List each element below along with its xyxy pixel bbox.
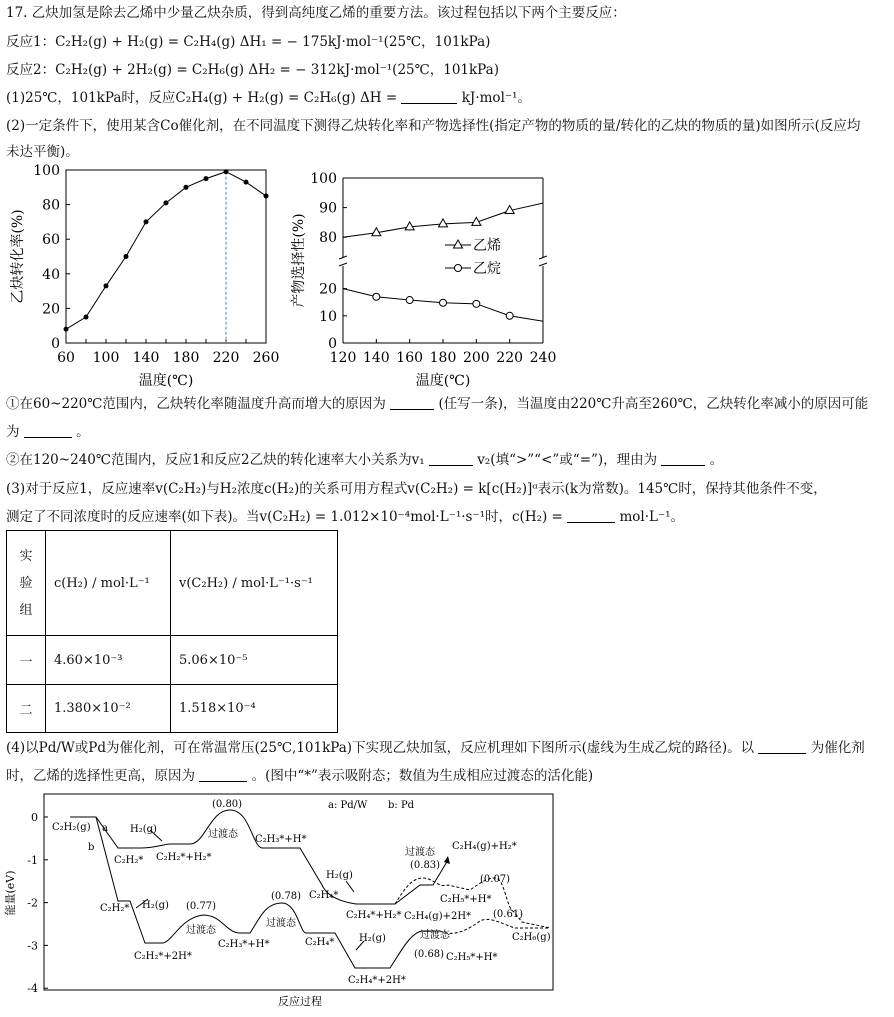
circle-marker bbox=[406, 297, 413, 304]
energy-label: C₂H₄* bbox=[309, 890, 339, 901]
question-3-line-1: (3)对于反应1，反应速率v(C₂H₂)与H₂浓度c(H₂)的关系可用方程式v(C₂H₂) = k[c(H₂)]ᵅ表示(k为常数)。145℃时，保持其他条件不变， bbox=[6, 481, 827, 497]
answer-blank-3[interactable] bbox=[567, 508, 615, 523]
energy-label: b bbox=[88, 842, 95, 853]
question-1-unit: kJ·mol⁻¹。 bbox=[461, 90, 531, 106]
x-axis-label: 温度(℃) bbox=[415, 373, 471, 389]
row-group: 二 bbox=[7, 685, 46, 733]
circle-marker bbox=[506, 312, 513, 319]
row-concentration: 4.60×10⁻³ bbox=[46, 636, 171, 685]
energy-label: (0.61) bbox=[493, 909, 524, 920]
header-group bbox=[7, 531, 46, 636]
legend-ethylene: 乙烯 bbox=[473, 238, 501, 254]
x-tick-label: 200 bbox=[462, 350, 490, 366]
energy-label: C₂H₄(g)+H₂* bbox=[452, 841, 517, 852]
reaction-2: 反应2：C₂H₂(g) + 2H₂(g) = C₂H₆(g) ΔH₂ = − 312kJ·mol⁻¹(25℃，101kPa) bbox=[6, 62, 499, 78]
y-tick-label: 80 bbox=[319, 230, 337, 247]
row-rate: 5.06×10⁻⁵ bbox=[171, 636, 338, 685]
answer-blank-2-1a[interactable] bbox=[390, 395, 434, 410]
question-2-2-text-c: 。 bbox=[709, 452, 724, 468]
data-point bbox=[164, 200, 169, 205]
energy-label: H₂(g) bbox=[359, 933, 386, 944]
circle-marker bbox=[440, 299, 447, 306]
y-tick-label: -1 bbox=[27, 853, 38, 867]
energy-label: C₂H₄(g)+2H* bbox=[404, 911, 472, 922]
question-2-1-text-a: ①在60~220℃范围内，乙炔转化率随温度升高而增大的原因为 bbox=[6, 396, 386, 412]
energy-label: C₂H₄* bbox=[305, 937, 335, 948]
x-tick-label: 180 bbox=[429, 350, 457, 366]
question-2-intro-1: (2)一定条件下，使用某含Co催化剂，在不同温度下测得乙炔转化率和产物选择性(指定产物的物质的量/转化的乙炔的物质的量)如图所示(反应均 bbox=[6, 118, 861, 134]
energy-label: C₂H₄*+2H* bbox=[348, 975, 406, 986]
y-axis-label: 乙炔转化率(%) bbox=[10, 209, 26, 304]
data-point bbox=[224, 169, 229, 174]
circle-marker bbox=[373, 293, 380, 300]
energy-label: C₂H₂*+2H* bbox=[134, 951, 192, 962]
question-1 bbox=[6, 88, 531, 108]
legend-triangle bbox=[454, 240, 463, 248]
y-tick-label: 20 bbox=[319, 281, 337, 298]
question-2-1-cont bbox=[6, 422, 90, 442]
question-4-text-c: 时，乙烯的选择性更高，原因为 bbox=[6, 768, 195, 784]
answer-blank-2-2a[interactable] bbox=[429, 451, 473, 466]
data-point bbox=[84, 315, 89, 320]
energy-label: H₂(g) bbox=[326, 870, 353, 881]
rate-table bbox=[6, 530, 338, 733]
question-2-2-text-a: ②在120~240℃范围内，反应1和反应2乙炔的转化速率大小关系为v₁ bbox=[6, 452, 425, 468]
data-point bbox=[184, 185, 189, 190]
header-group-char: 验 bbox=[19, 575, 33, 591]
legend-b: b: Pd bbox=[388, 800, 415, 811]
x-tick-label: 220 bbox=[496, 350, 524, 366]
x-tick-label: 60 bbox=[57, 350, 75, 366]
header-group-char: 实 bbox=[19, 548, 33, 564]
header-rate: v(C₂H₂) / mol·L⁻¹·s⁻¹ bbox=[171, 531, 338, 636]
question-4-text-b: 为催化剂 bbox=[810, 740, 865, 756]
y-tick-label: 100 bbox=[310, 171, 337, 187]
x-tick-label: 180 bbox=[172, 350, 200, 366]
row-rate: 1.518×10⁻⁴ bbox=[171, 685, 338, 733]
energy-label: 过渡态 bbox=[420, 930, 450, 941]
table-row bbox=[7, 636, 338, 685]
energy-label: H₂(g) bbox=[142, 900, 169, 911]
triangle-marker bbox=[405, 222, 414, 230]
energy-diagram bbox=[0, 788, 560, 1013]
y-tick-label: -4 bbox=[27, 982, 38, 996]
y-tick-label: 20 bbox=[42, 301, 60, 318]
answer-blank-1[interactable] bbox=[401, 89, 457, 104]
question-4-line-1 bbox=[6, 738, 865, 758]
circle-marker bbox=[473, 300, 480, 307]
question-3-text-b: mol·L⁻¹。 bbox=[619, 509, 685, 525]
question-3-text-a: 测定了不同浓度时的反应速率(如下表)。当v(C₂H₂) = 1.012×10⁻⁴mol·L⁻¹·s⁻¹时，c(H₂) = bbox=[6, 509, 563, 525]
y-tick-label: 40 bbox=[42, 266, 60, 283]
problem-intro: 17. 乙炔加氢是除去乙烯中少量乙炔杂质，得到高纯度乙烯的重要方法。该过程包括以下两个主要反应： bbox=[6, 5, 626, 21]
energy-label: (0.80) bbox=[212, 799, 243, 810]
y-tick-label: 0 bbox=[51, 336, 60, 352]
x-axis-label: 反应过程 bbox=[278, 995, 322, 1008]
conversion-chart bbox=[0, 160, 280, 392]
legend-a: a: Pd/W bbox=[328, 800, 368, 811]
energy-label: (0.78) bbox=[271, 891, 302, 902]
answer-blank-2-2b[interactable] bbox=[661, 451, 705, 466]
y-axis-label: 能量(eV) bbox=[4, 870, 17, 916]
header-concentration: c(H₂) / mol·L⁻¹ bbox=[46, 531, 171, 636]
selectivity-chart bbox=[285, 160, 560, 392]
path-a-arrow bbox=[444, 856, 450, 864]
energy-label: (0.77) bbox=[186, 901, 217, 912]
y-tick-label: 80 bbox=[42, 197, 60, 214]
x-tick-label: 220 bbox=[212, 350, 240, 366]
question-2-1 bbox=[6, 394, 868, 414]
energy-label: C₂H₄*+H₂* bbox=[346, 910, 402, 921]
data-point bbox=[264, 193, 269, 198]
energy-label: 过渡态 bbox=[186, 925, 216, 936]
y-axis-label: 产物选择性(%) bbox=[291, 213, 307, 308]
data-point bbox=[144, 219, 149, 224]
energy-label: C₂H₂* bbox=[114, 855, 144, 866]
row-group: 一 bbox=[7, 636, 46, 685]
question-4-text-a: (4)以Pd/W或Pd为催化剂，可在常温常压(25℃,101kPa)下实现乙炔加氢，反应机理如下图所示(虚线为生成乙烷的路径)。以 bbox=[6, 740, 755, 756]
plot-frame bbox=[66, 170, 266, 343]
y-tick-label: 100 bbox=[33, 163, 60, 179]
y-tick-label: -3 bbox=[27, 939, 38, 953]
energy-label: C₂H₂*+H₂* bbox=[156, 852, 212, 863]
axis-break-mark bbox=[539, 263, 547, 266]
question-2-1-text-d: 。 bbox=[76, 424, 90, 440]
y-tick-label: 0 bbox=[328, 336, 337, 352]
energy-label: 过渡态 bbox=[405, 847, 435, 858]
answer-blank-4a[interactable] bbox=[758, 739, 806, 754]
question-2-1-text-c: 为 bbox=[6, 424, 20, 440]
y-tick-label: 10 bbox=[319, 308, 337, 325]
energy-label: H₂(g) bbox=[130, 824, 157, 835]
triangle-marker bbox=[439, 219, 448, 227]
energy-label: (0.07) bbox=[480, 874, 511, 885]
energy-label: 过渡态 bbox=[208, 829, 238, 840]
h2-adsorb-arrow bbox=[346, 881, 354, 892]
answer-blank-4b[interactable] bbox=[199, 767, 247, 782]
y-tick-label: 60 bbox=[42, 232, 60, 249]
x-axis-label: 温度(℃) bbox=[138, 373, 194, 389]
x-tick-label: 260 bbox=[252, 350, 280, 366]
energy-label: C₂H₅*+H* bbox=[446, 952, 498, 963]
conversion-line bbox=[66, 172, 266, 329]
table-header-row bbox=[7, 531, 338, 636]
x-tick-label: 160 bbox=[396, 350, 424, 366]
energy-label: C₂H₅*+H* bbox=[440, 894, 492, 905]
energy-label: C₂H₃*+H* bbox=[218, 939, 270, 950]
x-tick-label: 120 bbox=[329, 350, 357, 366]
question-2-2 bbox=[6, 450, 723, 470]
y-tick-label: -2 bbox=[27, 896, 38, 910]
energy-label: (0.68) bbox=[414, 949, 445, 960]
y-tick-label: 90 bbox=[319, 200, 337, 217]
legend-ethane: 乙烷 bbox=[473, 261, 501, 277]
data-point bbox=[124, 254, 129, 259]
question-3-line-2 bbox=[6, 507, 684, 527]
x-tick-label: 100 bbox=[92, 350, 120, 366]
header-group-char: 组 bbox=[19, 602, 33, 618]
row-concentration: 1.380×10⁻² bbox=[46, 685, 171, 733]
y-tick-label: 0 bbox=[31, 811, 38, 824]
energy-label: C₂H₆(g) bbox=[512, 932, 551, 943]
reaction-1: 反应1：C₂H₂(g) + H₂(g) = C₂H₄(g) ΔH₁ = − 175kJ·mol⁻¹(25℃，101kPa) bbox=[6, 34, 491, 50]
legend-circle bbox=[455, 265, 462, 272]
table-row bbox=[7, 685, 338, 733]
question-2-1-text-b: (任写一条)，当温度由220℃升高至260℃，乙炔转化率减小的原因可能 bbox=[438, 396, 869, 412]
question-1-text: (1)25℃，101kPa时，反应C₂H₄(g) + H₂(g) = C₂H₆(g) ΔH = bbox=[6, 90, 398, 106]
x-tick-label: 140 bbox=[132, 350, 160, 366]
energy-label: C₂H₂* bbox=[100, 903, 130, 914]
data-point bbox=[244, 180, 249, 185]
question-2-intro-2: 未达平衡)。 bbox=[6, 144, 79, 160]
energy-label: C₂H₂(g) bbox=[52, 822, 91, 833]
question-4-text-d: 。(图中“*”表示吸附态；数值为生成相应过渡态的活化能) bbox=[251, 768, 594, 784]
question-2-2-text-b: v₂(填“>”“<”或“=”)，理由为 bbox=[477, 452, 658, 468]
answer-blank-2-1b[interactable] bbox=[24, 423, 72, 438]
question-4-line-2 bbox=[6, 766, 593, 786]
data-point bbox=[204, 176, 209, 181]
data-point bbox=[64, 327, 69, 332]
energy-label: C₂H₃*+H* bbox=[255, 834, 307, 845]
data-point bbox=[104, 283, 109, 288]
x-tick-label: 240 bbox=[529, 350, 557, 366]
energy-label: a bbox=[102, 823, 108, 834]
axis-break-mark bbox=[339, 263, 347, 266]
energy-label: (0.83) bbox=[410, 860, 441, 871]
energy-label: 过渡态 bbox=[266, 918, 296, 929]
x-tick-label: 140 bbox=[362, 350, 390, 366]
